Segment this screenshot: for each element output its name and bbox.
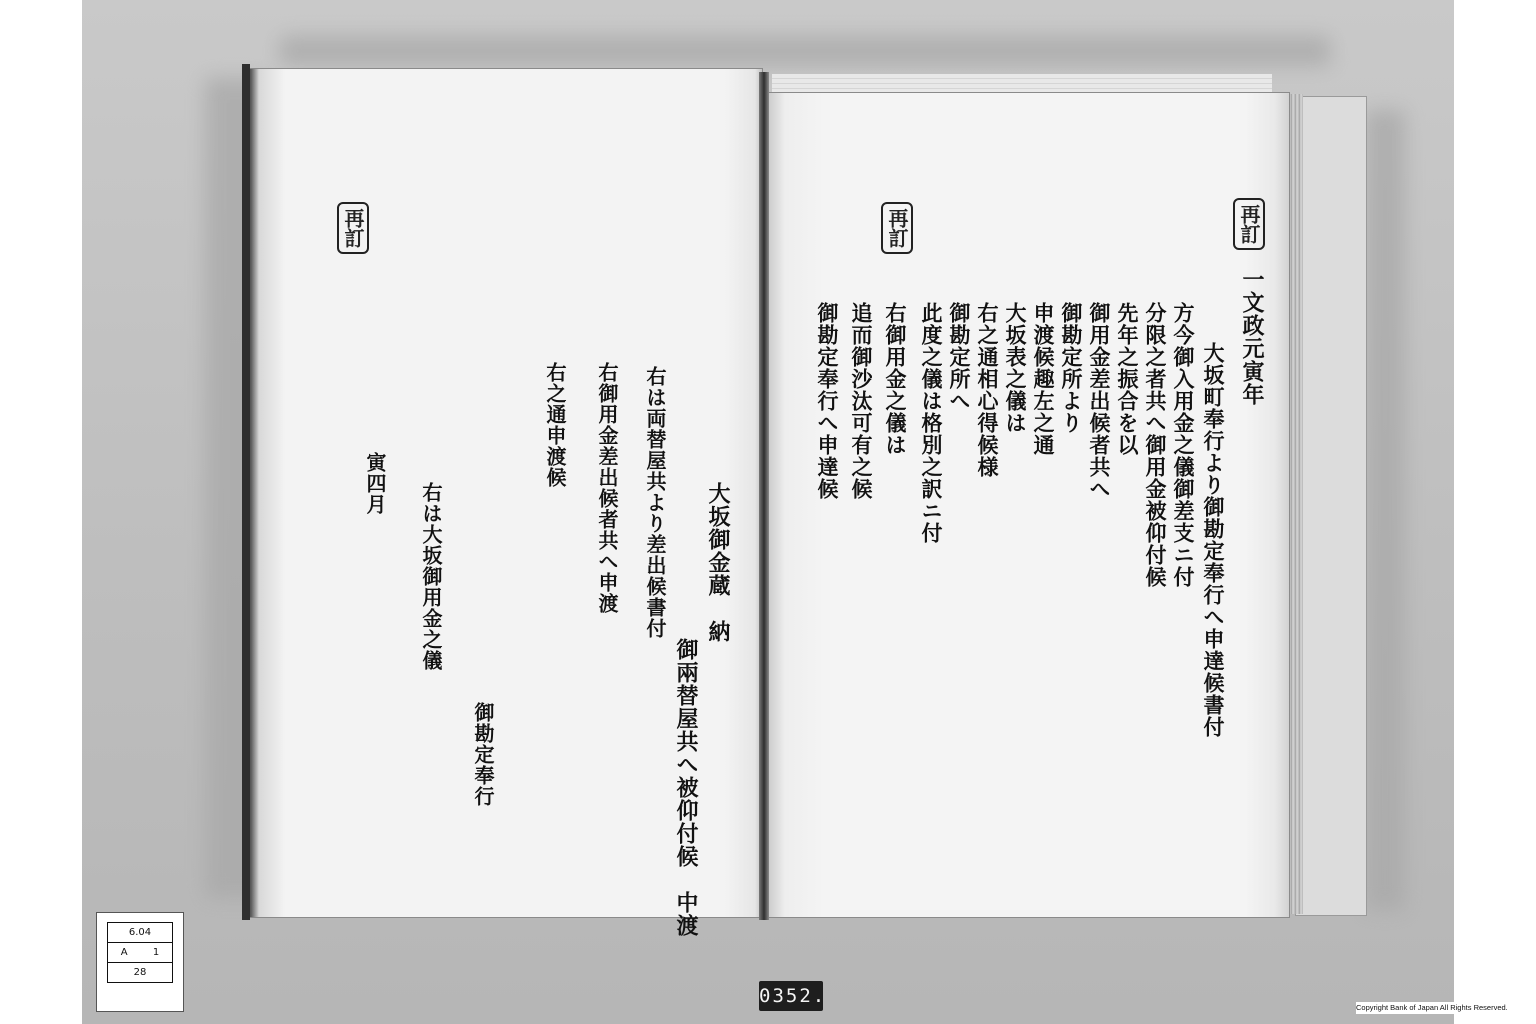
left-column-7: 右は大坂御用金之儀 bbox=[419, 482, 443, 671]
open-book bbox=[245, 62, 1370, 937]
right-column-12: 右御用金之儀は bbox=[883, 302, 908, 456]
revision-stamp-right: 再訂 bbox=[1233, 198, 1265, 250]
right-column-9: 右之通相心得候様 bbox=[975, 302, 1000, 478]
right-column-4: 先年之振合を以 bbox=[1115, 302, 1140, 456]
right-column-1: 大坂町奉行より御勘定奉行へ申達候書付 bbox=[1201, 342, 1226, 738]
catalog-table bbox=[107, 922, 173, 983]
right-column-7: 申渡候趣左之通 bbox=[1031, 302, 1056, 456]
catalog-row-1: 6.04 bbox=[108, 923, 172, 943]
book-gutter bbox=[759, 72, 769, 920]
right-column-3: 分限之者共へ御用金被仰付候 bbox=[1143, 302, 1168, 588]
right-column-13: 追而御沙汰可有之候 bbox=[849, 302, 874, 500]
right-column-14: 御勘定奉行へ申達候 bbox=[815, 302, 840, 500]
right-column-5: 御用金差出候者共へ bbox=[1087, 302, 1112, 500]
book-shadow-right bbox=[1365, 110, 1405, 910]
right-column-8: 大坂表之儀は bbox=[1003, 302, 1028, 434]
catalog-label bbox=[96, 912, 184, 1012]
book-spine-edge bbox=[242, 64, 250, 920]
left-column-6: 御勘定奉行 bbox=[471, 702, 495, 807]
left-column-4: 大坂御金蔵 納 bbox=[705, 482, 731, 643]
right-column-10: 御勘定所へ bbox=[947, 302, 972, 412]
left-column-1: 御兩替屋共へ被仰付候 中渡 bbox=[673, 638, 699, 937]
frame-number: 0352. bbox=[759, 981, 823, 1011]
book-back-cover bbox=[1295, 96, 1367, 916]
left-column-8: 寅四月 bbox=[363, 452, 387, 515]
revision-stamp-left: 再訂 bbox=[337, 202, 369, 254]
left-column-5: 右之通申渡候 bbox=[543, 362, 567, 488]
catalog-row-2 bbox=[108, 943, 172, 963]
copyright-notice: Copyright Bank of Japan All Rights Reserved. bbox=[1356, 1002, 1536, 1014]
right-column-6: 御勘定所より bbox=[1059, 302, 1084, 434]
left-column-2: 右は両替屋共より差出候書付 bbox=[643, 366, 667, 639]
right-page-heading: 一文政元寅年 bbox=[1239, 268, 1265, 406]
catalog-row-3: 28 bbox=[133, 967, 147, 978]
catalog-row-2-left: A bbox=[120, 947, 128, 958]
page-top-sheets bbox=[772, 74, 1272, 92]
revision-stamp-center: 再訂 bbox=[881, 202, 913, 254]
right-column-2: 方今御入用金之儀御差支ニ付 bbox=[1171, 302, 1196, 588]
right-column-11: 此度之儀は格別之訳ニ付 bbox=[919, 302, 944, 544]
catalog-row-2-right: 1 bbox=[152, 947, 160, 958]
left-column-3: 右御用金差出候者共へ申渡 bbox=[595, 362, 619, 614]
